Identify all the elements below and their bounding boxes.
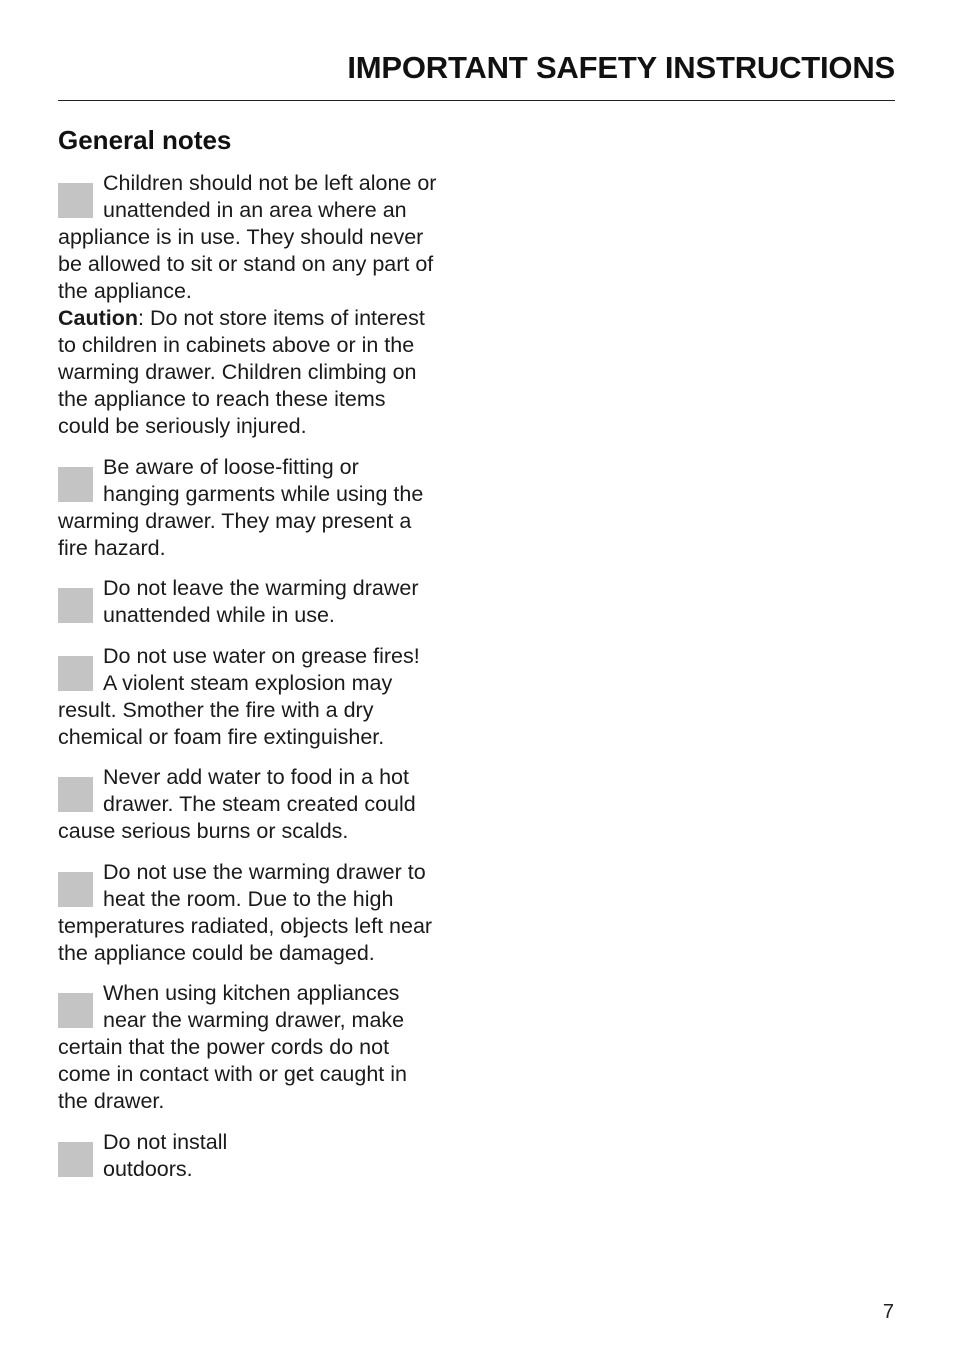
- note-line: fire hazard.: [58, 536, 166, 560]
- safety-note-garments: [58, 454, 468, 562]
- bullet-square-icon: [58, 777, 93, 812]
- note-line: outdoors.: [103, 1157, 193, 1181]
- caution-label: Caution: [58, 306, 139, 330]
- caution-line: [58, 305, 468, 332]
- note-line: Never add water to food in a hot: [103, 765, 409, 789]
- note-line: result. Smother the fire with a dry: [58, 698, 374, 722]
- note-line: the drawer.: [58, 1089, 165, 1113]
- bullet-square-icon: [58, 588, 93, 623]
- safety-note-unattended: [58, 575, 468, 629]
- caution-text: : Do not store items of interest: [138, 306, 425, 330]
- note-line: Be aware of loose-fitting or: [103, 455, 359, 479]
- note-line: When using kitchen appliances: [103, 981, 400, 1005]
- bullet-square-icon: [58, 993, 93, 1028]
- note-line: unattended while in use.: [103, 603, 335, 627]
- note-line: Do not install: [103, 1130, 228, 1154]
- caution-line: to children in cabinets above or in the: [58, 333, 415, 357]
- safety-note-outdoors: [58, 1129, 468, 1183]
- bullet-square-icon: [58, 656, 93, 691]
- safety-note-power-cords: [58, 980, 468, 1115]
- note-line: Children should not be left alone or: [103, 171, 437, 195]
- note-line: the appliance could be damaged.: [58, 941, 375, 965]
- note-line: the appliance.: [58, 279, 192, 303]
- note-line: hanging garments while using the: [103, 482, 424, 506]
- note-line: drawer. The steam created could: [103, 792, 416, 816]
- caution-line: the appliance to reach these items: [58, 387, 386, 411]
- note-line: cause serious burns or scalds.: [58, 819, 349, 843]
- header-divider: [58, 100, 895, 101]
- note-line: unattended in an area where an: [103, 198, 407, 222]
- note-line: Do not use the warming drawer to: [103, 860, 426, 884]
- note-line: heat the room. Due to the high: [103, 887, 394, 911]
- note-line: Do not leave the warming drawer: [103, 576, 419, 600]
- bullet-square-icon: [58, 872, 93, 907]
- caution-line: warming drawer. Children climbing on: [58, 360, 417, 384]
- note-line: A violent steam explosion may: [103, 671, 393, 695]
- page-number: 7: [882, 1301, 894, 1323]
- note-line: be allowed to sit or stand on any part of: [58, 252, 434, 276]
- page-header-title: IMPORTANT SAFETY INSTRUCTIONS: [347, 50, 895, 85]
- section-heading: General notes: [58, 125, 232, 155]
- safety-note-children: [58, 170, 468, 440]
- note-line: Do not use water on grease fires!: [103, 644, 420, 668]
- note-line: warming drawer. They may present a: [58, 509, 412, 533]
- safety-note-grease-fires: [58, 643, 468, 751]
- safety-note-room-heating: [58, 859, 468, 967]
- note-line: chemical or foam fire extinguisher.: [58, 725, 385, 749]
- safety-note-hot-drawer: [58, 764, 468, 845]
- note-line: appliance is in use. They should never: [58, 225, 424, 249]
- bullet-square-icon: [58, 1142, 93, 1177]
- bullet-square-icon: [58, 467, 93, 502]
- note-line: temperatures radiated, objects left near: [58, 914, 433, 938]
- note-line: come in contact with or get caught in: [58, 1062, 407, 1086]
- note-line: certain that the power cords do not: [58, 1035, 390, 1059]
- note-line: near the warming drawer, make: [103, 1008, 405, 1032]
- bullet-square-icon: [58, 183, 93, 218]
- caution-line: could be seriously injured.: [58, 414, 307, 438]
